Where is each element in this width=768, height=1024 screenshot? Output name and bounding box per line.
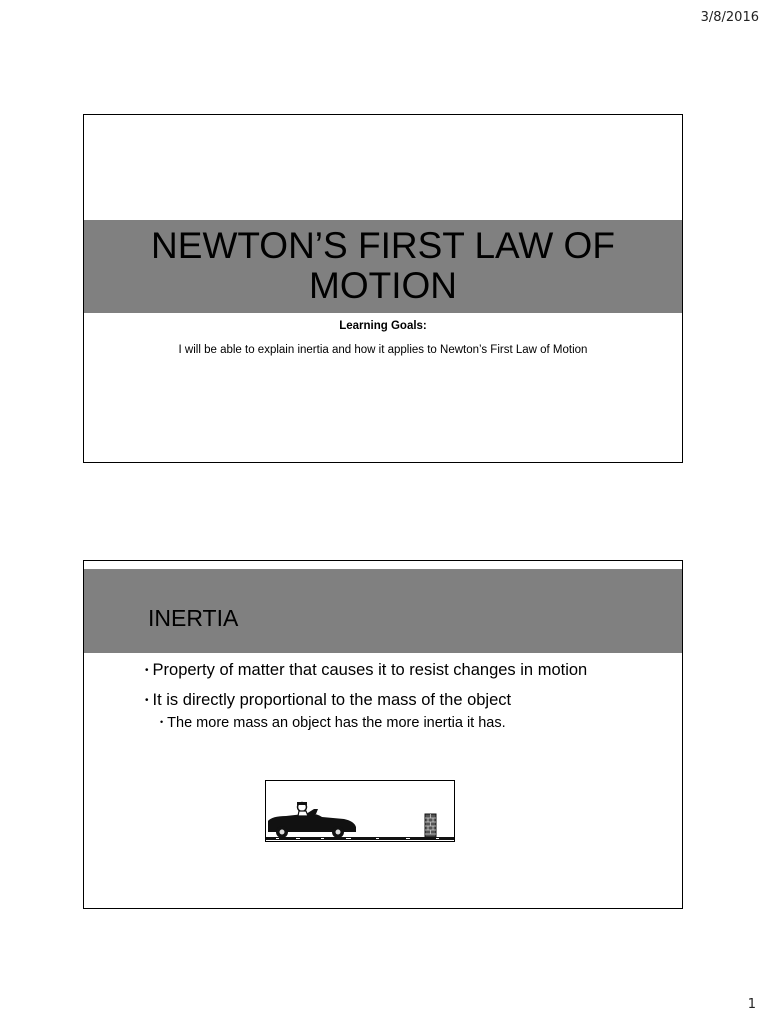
bullet-item: • Property of matter that causes it to resist changes in motion [145, 661, 587, 680]
slide-title-text: INERTIA [148, 605, 239, 631]
slide-inertia [83, 560, 683, 909]
title-band [84, 220, 682, 313]
car-icon [268, 809, 356, 838]
car-and-brick-wall-icon [265, 780, 455, 842]
slide-title [83, 114, 683, 463]
car-wall-drawing [266, 781, 454, 841]
driver-icon [297, 802, 308, 816]
bullet-item: • It is directly proportional to the mass of the object [145, 691, 511, 710]
sub-bullet-item: • The more mass an object has the more inertia it has. [160, 715, 506, 731]
title-line-2: MOTION [309, 265, 457, 306]
print-date: 3/8/2016 [700, 10, 759, 25]
title-band [84, 569, 682, 653]
learning-goals-heading: Learning Goals: [339, 320, 427, 332]
page-number: 1 [747, 997, 756, 1012]
learning-goals-text: I will be able to explain inertia and how it applies to Newton’s First Law of Motion [178, 344, 588, 356]
slide-title-text [84, 226, 682, 306]
brick-wall-icon [425, 814, 436, 837]
title-line-1: NEWTON’S FIRST LAW OF [151, 225, 615, 266]
